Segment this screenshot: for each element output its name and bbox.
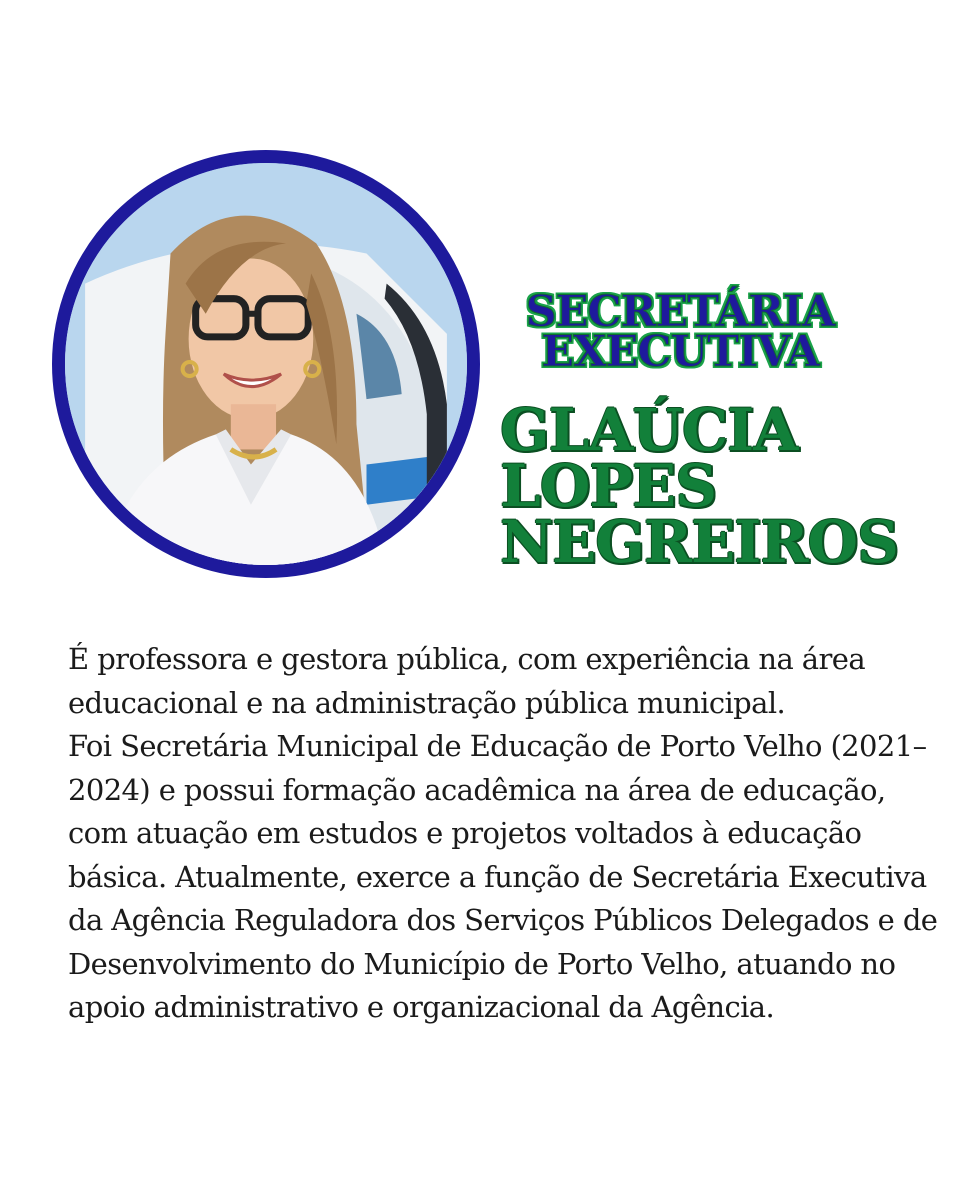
name-line-middle: LOPES <box>500 452 717 520</box>
biography <box>68 638 948 1030</box>
profile-photo-illustration <box>65 163 467 565</box>
role-title: SECRETÁRIA EXECUTIVA <box>525 287 835 377</box>
profile-photo <box>52 150 480 578</box>
name-line-first: GLAÚCIA <box>500 396 798 464</box>
name-line-last: NEGREIROS <box>500 508 898 576</box>
person-name <box>500 396 920 576</box>
bio-paragraph: É professora e gestora pública, com experiência na área educacional e na administração pública municipal. <box>68 642 866 720</box>
bio-paragraph: Foi Secretária Municipal de Educação de Porto Velho (2021–2024) e possui formação acadêmica na área de educação, com atuação em estudos e projetos voltados à educação básica. Atualmente, exerce a função de Secretária Executiva da Agência Reguladora dos Serviços Públicos Delegados e de Desenvolvimento do Município de Porto Velho, atuando no apoio administrativo e organizacional da Agência. <box>68 729 938 1024</box>
title-block <box>500 287 920 576</box>
